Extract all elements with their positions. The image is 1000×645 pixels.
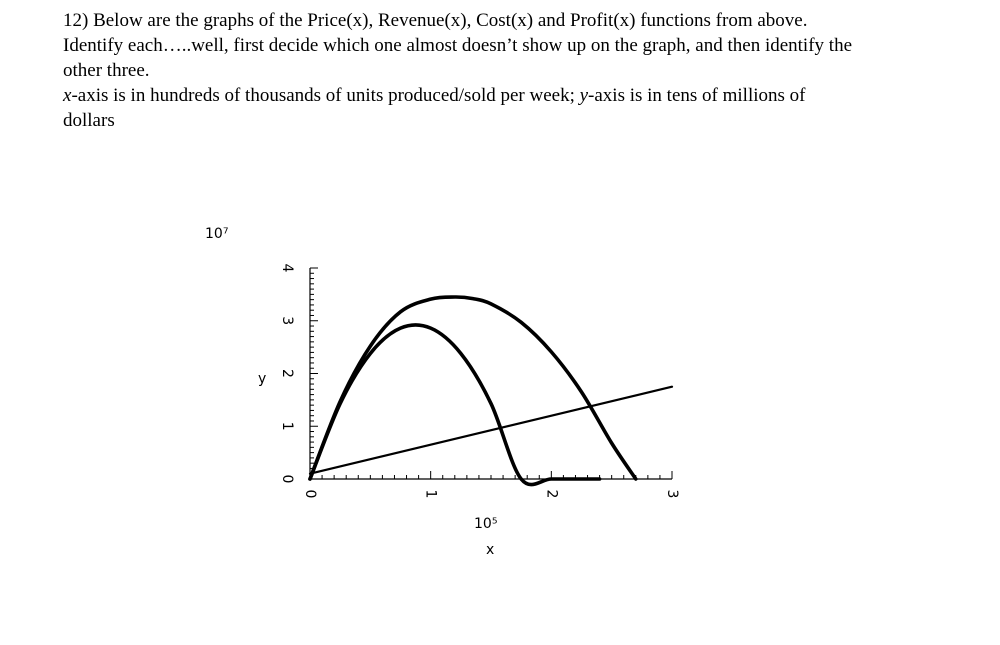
curves	[310, 297, 672, 485]
x-axis-label: x	[486, 542, 495, 558]
x-tick-label: 1	[422, 489, 439, 499]
y-tick-label: 4	[279, 263, 295, 273]
question-line-4: x-axis is in hundreds of thousands of units produced/sold per week; y-axis is in tens of millions of	[63, 85, 806, 106]
x-multiplier-label: 10⁵	[474, 516, 498, 532]
y-tick-label: 0	[279, 474, 295, 484]
y-multiplier-label: 10⁷	[205, 226, 229, 242]
x-tick-label: 2	[543, 489, 560, 499]
question-line-3: other three.	[63, 60, 150, 81]
x-tick-label: 0	[302, 489, 318, 499]
y-axis-label: y	[258, 371, 267, 387]
y-tick-label: 1	[279, 421, 295, 431]
series-line-2	[310, 325, 600, 485]
question-line-1: 12) Below are the graphs of the Price(x), Revenue(x), Cost(x) and Profit(x) functions from above.	[63, 10, 808, 31]
x-tick-label: 3	[664, 489, 680, 499]
y-tick-label: 3	[279, 316, 295, 326]
series-line-1	[310, 297, 636, 479]
y-tick-label: 2	[279, 369, 295, 378]
question-line-2: Identify each…..well, first decide which one almost doesn’t show up on the graph, and then identify the	[63, 35, 853, 56]
question-line-5: dollars	[63, 110, 115, 131]
